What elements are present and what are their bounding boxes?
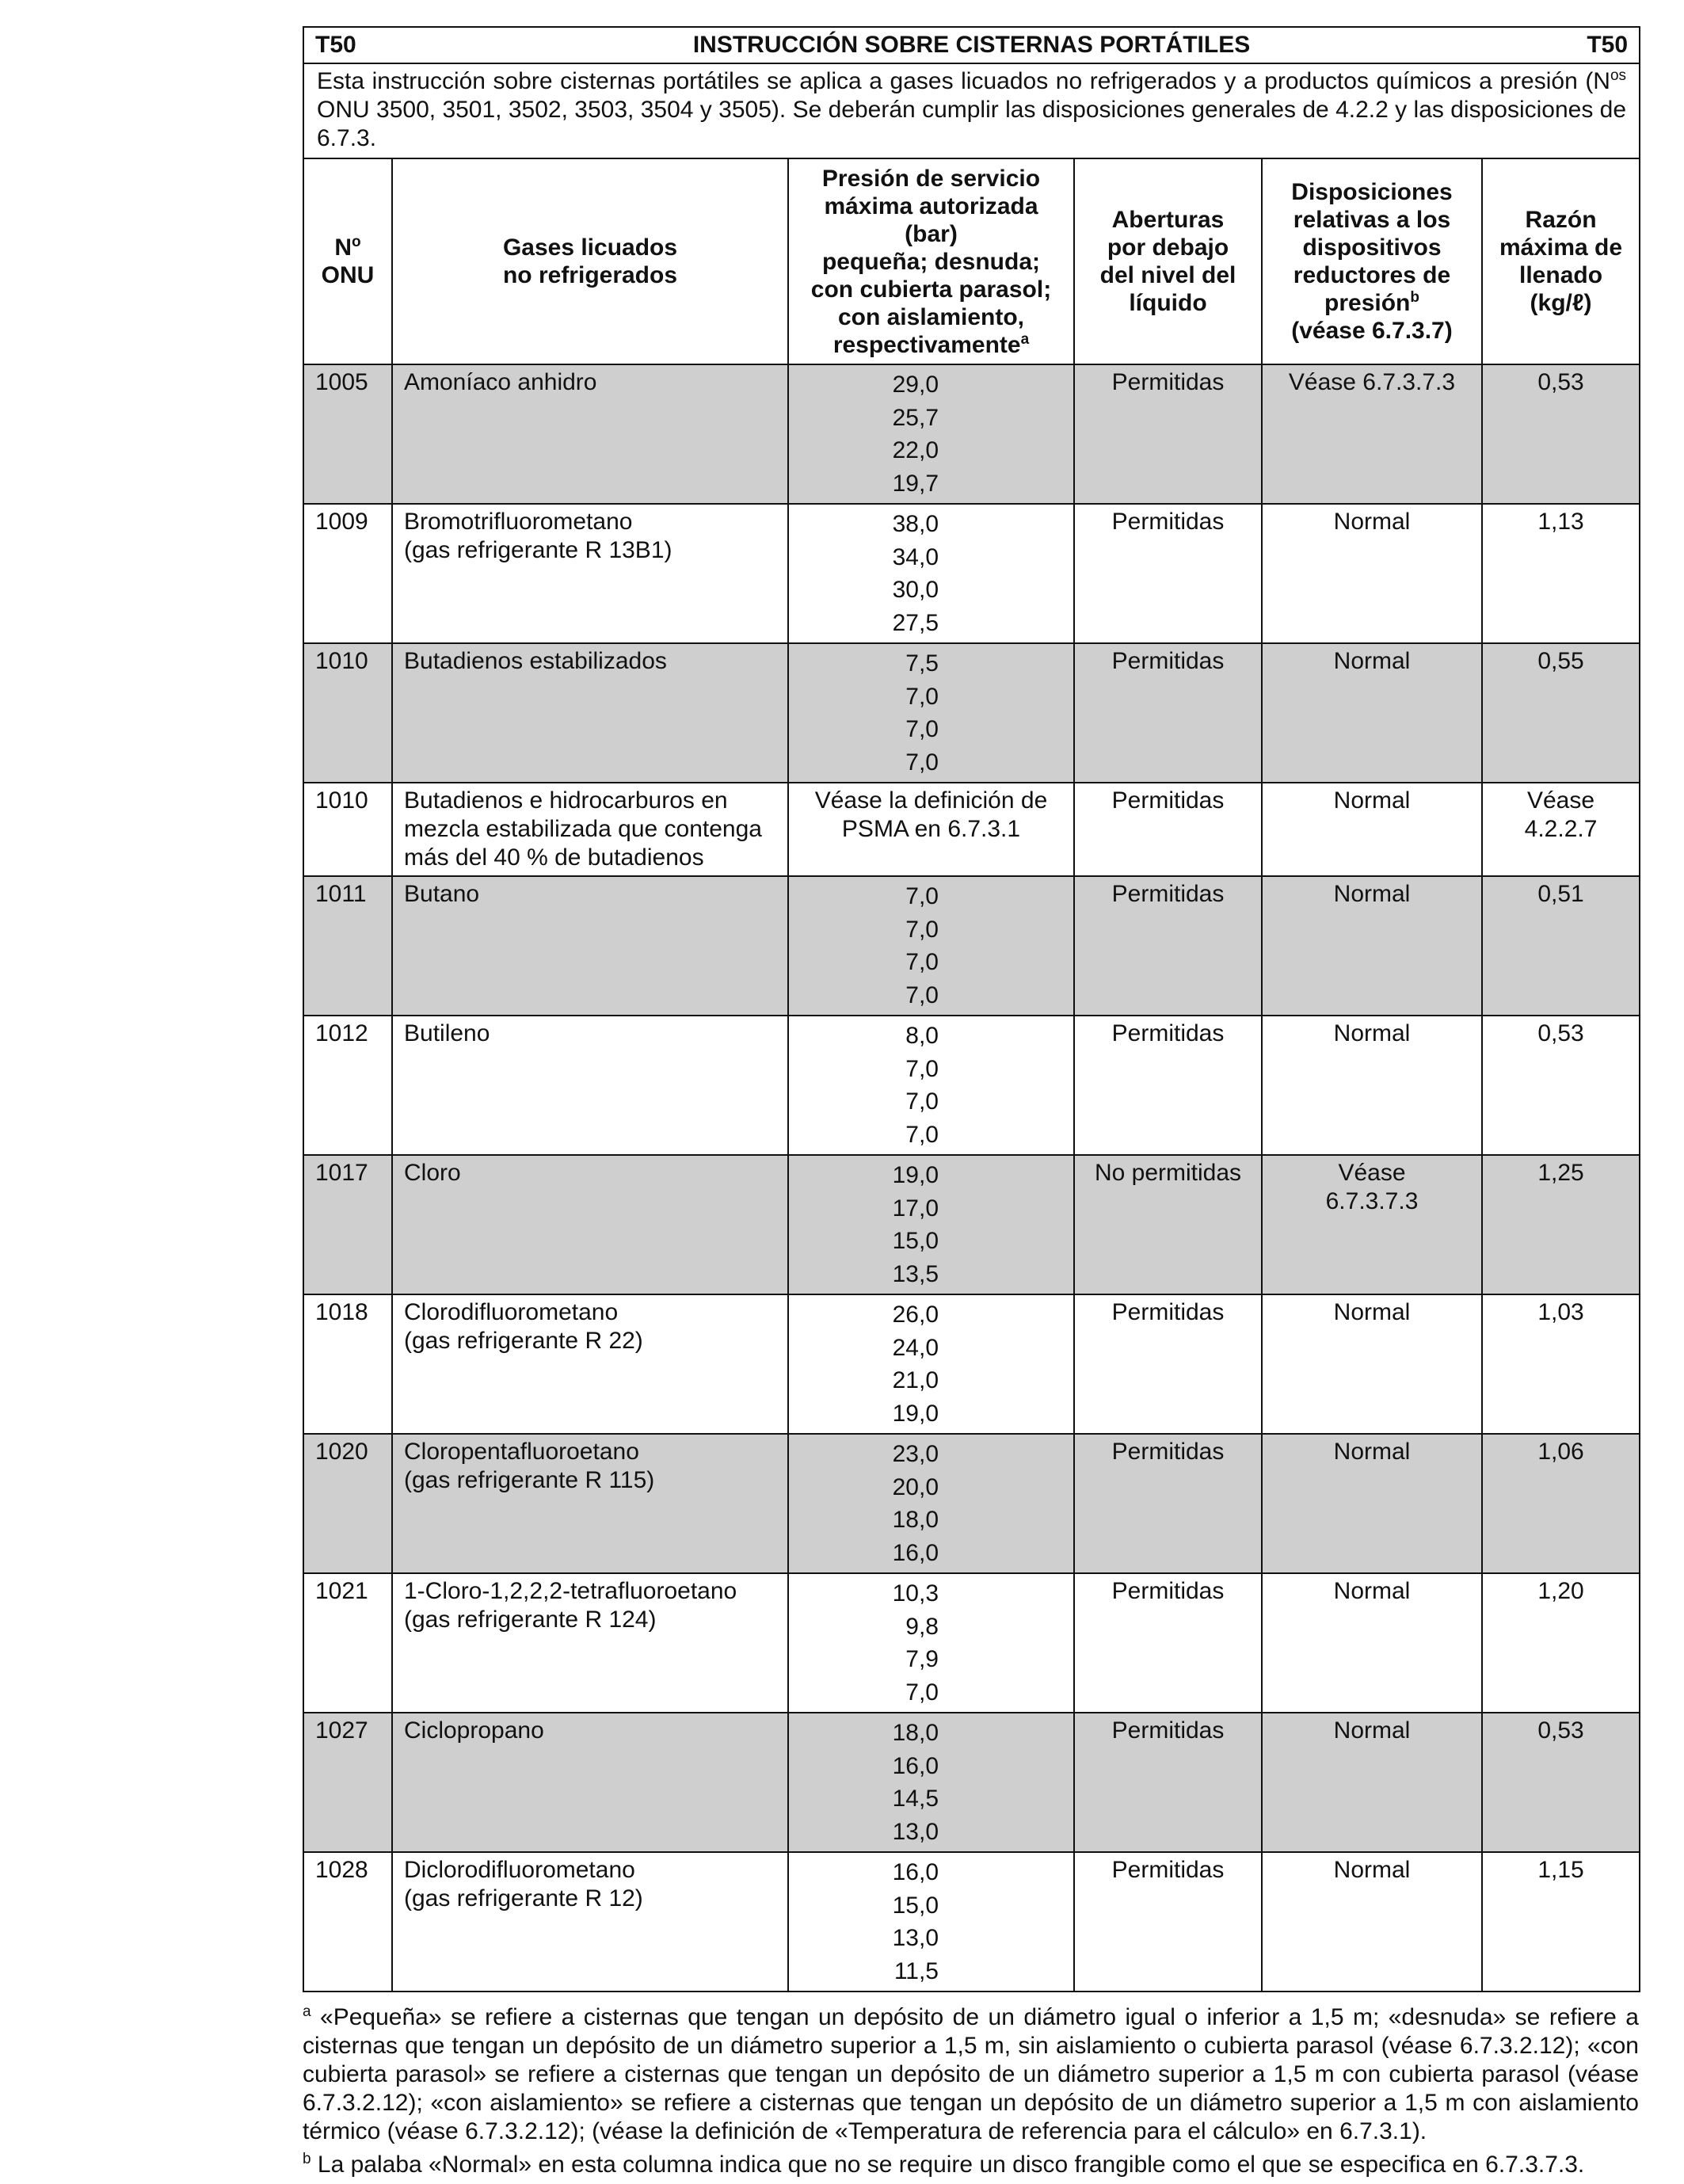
instruction-code-right: T50 [1587, 32, 1629, 58]
footnote-a [303, 2003, 1639, 2146]
pressure-cell-line: 7,0 [905, 1121, 939, 1148]
fill-ratio-cell [1482, 643, 1640, 783]
pressure-cell-line: 18,0 [892, 1720, 939, 1746]
footnote-a-mark: a [303, 2003, 311, 2020]
pressure-cell-line: 26,0 [892, 1302, 939, 1328]
table-row [303, 783, 1640, 876]
openings-label-1: Aberturas [1111, 207, 1225, 233]
intro-superscript: os [1610, 67, 1627, 84]
openings-cell-line: Permitidas [1111, 881, 1225, 907]
pressure-cell-line: 19,7 [892, 470, 939, 497]
un-number-cell-line: 1010 [315, 787, 368, 814]
pressure-cell-line: 30,0 [892, 577, 939, 603]
gas-name-cell-line: mezcla estabilizada que contenga [404, 816, 762, 842]
pressure-label-3: (bar) [905, 220, 958, 247]
pressure-cell [788, 1155, 1074, 1294]
openings-cell-line: Permitidas [1111, 1299, 1225, 1325]
gas-name-cell-line: (gas refrigerante R 22) [404, 1328, 643, 1354]
footnotes [303, 2003, 1639, 2179]
pressure-cell [788, 1294, 1074, 1434]
un-number-cell [303, 783, 392, 876]
openings-cell [1074, 1434, 1262, 1573]
pressure-label-1: Presión de servicio [821, 165, 1041, 192]
openings-cell [1074, 1155, 1262, 1294]
un-number-cell [303, 1713, 392, 1852]
footnote-ref-a: a [1020, 330, 1030, 348]
pressure-cell-line: 15,0 [892, 1228, 939, 1254]
col-header-relief [1262, 158, 1482, 364]
pressure-cell-line: 11,5 [893, 1957, 939, 1984]
pressure-cell [788, 1713, 1074, 1852]
openings-cell-line: Permitidas [1111, 509, 1225, 535]
un-number-cell [303, 643, 392, 783]
instruction-title: INSTRUCCIÓN SOBRE CISTERNAS PORTÁTILES [692, 32, 1251, 58]
pressure-label-7: respectivamente [832, 331, 1021, 358]
relief-device-cell-line: Normal [1333, 1578, 1411, 1604]
pressure-cell-line: 7,0 [905, 716, 939, 742]
relief-device-cell-line: Normal [1333, 881, 1411, 907]
relief-device-cell [1262, 643, 1482, 783]
gas-name-cell-line: más del 40 % de butadienos [404, 844, 704, 871]
pressure-cell-line: 19,0 [892, 1400, 939, 1427]
table-row [303, 364, 1640, 504]
gas-name-cell [392, 504, 788, 643]
un-number-cell-line: 1011 [315, 881, 367, 907]
relief-device-cell [1262, 1294, 1482, 1434]
pressure-cell-line: 13,5 [892, 1260, 939, 1287]
relief-device-cell [1262, 783, 1482, 876]
openings-cell-line: Permitidas [1111, 648, 1225, 674]
pressure-cell [788, 1852, 1074, 1992]
intro-text-1: Esta instrucción sobre cisternas portátiles se aplica a gases licuados no refrigerados y a productos químicos a presión (N [317, 68, 1610, 94]
openings-cell-line: Permitidas [1111, 1578, 1225, 1604]
gas-name-cell-line: Diclorodifluorometano [404, 1857, 635, 1883]
pressure-cell-line: 21,0 [892, 1367, 939, 1393]
pressure-cell-line: 7,0 [905, 683, 939, 710]
un-number-cell-line: 1018 [315, 1299, 368, 1325]
table-row [303, 1852, 1640, 1992]
relief-device-cell [1262, 504, 1482, 643]
pressure-cell-line: 17,0 [892, 1195, 939, 1222]
pressure-cell-line: 9,8 [905, 1613, 939, 1640]
openings-cell-line: Permitidas [1111, 1020, 1225, 1046]
relief-device-cell-line: Normal [1333, 1439, 1411, 1465]
gas-name-cell-line: Butadienos e hidrocarburos en [404, 787, 728, 814]
fill-label-1: Razón [1525, 207, 1597, 233]
table-row [303, 1434, 1640, 1573]
openings-label-3: del nivel del [1099, 262, 1236, 288]
openings-cell [1074, 1016, 1262, 1155]
pressure-cell-line: 7,0 [905, 1055, 939, 1082]
fill-ratio-cell [1482, 876, 1640, 1016]
pressure-cell-line: 8,0 [905, 1023, 939, 1049]
un-number-cell [303, 504, 392, 643]
un-number-cell [303, 1434, 392, 1573]
footnote-b-text: La palaba «Normal» en esta columna indica que no se require un disco frangible como el que se especifica en 6.7.3.7.3. [311, 2152, 1585, 2178]
fill-ratio-cell [1482, 1852, 1640, 1992]
openings-cell-line: No permitidas [1094, 1160, 1242, 1186]
un-number-cell-line: 1027 [315, 1717, 368, 1744]
pressure-cell [788, 1434, 1074, 1573]
fill-label-2: máxima de [1499, 234, 1623, 261]
gas-name-cell [392, 1294, 788, 1434]
gas-name-cell [392, 876, 788, 1016]
un-number-cell [303, 876, 392, 1016]
col-header-un-number [303, 158, 392, 364]
fill-ratio-cell [1482, 1294, 1640, 1434]
openings-cell [1074, 504, 1262, 643]
pressure-label-2: máxima autorizada [824, 192, 1038, 219]
relief-device-cell [1262, 1713, 1482, 1852]
table-row [303, 1294, 1640, 1434]
gas-name-cell [392, 783, 788, 876]
fill-ratio-cell-line: 0,53 [1537, 1020, 1584, 1046]
column-header-row [303, 158, 1640, 364]
relief-label-6: (véase 6.7.3.7) [1291, 318, 1453, 344]
col-header-fill-ratio [1482, 158, 1640, 364]
pressure-cell-line: 18,0 [892, 1507, 939, 1533]
relief-label-2: relativas a los [1293, 207, 1451, 233]
fill-ratio-cell-line: 1,03 [1537, 1299, 1584, 1325]
table-row [303, 504, 1640, 643]
openings-cell-line: Permitidas [1111, 1439, 1225, 1465]
pressure-cell-line: 38,0 [892, 511, 939, 537]
fill-ratio-cell-line: Véase [1526, 787, 1595, 814]
fill-ratio-cell-line: 1,25 [1537, 1160, 1584, 1186]
un-number-cell [303, 364, 392, 504]
footnote-b-mark: b [303, 2151, 311, 2167]
un-number-cell-line: 1028 [315, 1857, 368, 1883]
gas-name-cell [392, 1434, 788, 1573]
openings-cell [1074, 364, 1262, 504]
relief-label-5: presión [1324, 290, 1411, 316]
gases-label-1: Gases licuados [502, 234, 678, 261]
pressure-cell-line: 10,3 [892, 1580, 939, 1607]
fill-ratio-cell [1482, 364, 1640, 504]
un-number-label: N [334, 234, 352, 261]
un-number-cell-line: 1012 [315, 1020, 368, 1046]
gas-name-cell-line: (gas refrigerante R 124) [404, 1607, 657, 1633]
col-header-gases [392, 158, 788, 364]
fill-ratio-cell-line: 0,53 [1537, 369, 1584, 395]
un-number-cell [303, 1016, 392, 1155]
relief-device-cell [1262, 364, 1482, 504]
document-page [303, 26, 1639, 2184]
openings-cell-line: Permitidas [1111, 787, 1225, 814]
fill-ratio-cell [1482, 1434, 1640, 1573]
relief-device-cell [1262, 1155, 1482, 1294]
pressure-cell-line: 7,0 [905, 981, 939, 1008]
un-number-label-2: ONU [321, 262, 375, 288]
footnote-b [303, 2151, 1639, 2179]
openings-cell-line: Permitidas [1111, 1857, 1225, 1883]
gas-name-cell-line: (gas refrigerante R 13B1) [404, 537, 672, 563]
fill-ratio-cell-line: 4.2.2.7 [1524, 816, 1598, 842]
relief-device-cell-line: Véase [1338, 1160, 1406, 1186]
intro-text-2: ONU 3500, 3501, 3502, 3503, 3504 y 3505). Se deberán cumplir las disposiciones generales de 4.2.2 y las disposiciones de 6.7.3. [317, 97, 1627, 151]
pressure-cell [788, 364, 1074, 504]
t50-table [303, 26, 1640, 1992]
pressure-cell-line: 7,0 [905, 883, 939, 909]
un-number-cell-line: 1010 [315, 648, 368, 674]
pressure-cell-line: 15,0 [892, 1892, 939, 1919]
gas-name-cell-line: Cloropentafluoroetano [404, 1439, 639, 1465]
footnote-a-text: «Pequeña» se refiere a cisternas que tengan un depósito de un diámetro igual o inferior a 1,5 m; «desnuda» se refiere a cisternas que tengan un depósito de un diámetro superior a 1,5 m, sin aislamiento o cubierta parasol (véase 6.7.3.2.12); «con cubierta parasol» se refiere a cisternas que tengan un depósito de un diámetro superior a 1,5 m con cubierta parasol (véase 6.7.3.2.12); «con aislamiento» se refiere a cisternas que tengan un depósito de un diámetro superior a 1,5 m con aislamiento térmico (véase 6.7.3.2.12); (véase la definición de «Temperatura de referencia para el cálculo» en 6.7.3.1). [303, 2004, 1639, 2144]
relief-device-cell [1262, 1016, 1482, 1155]
col-header-pressure [788, 158, 1074, 364]
pressure-cell-line: 29,0 [892, 372, 939, 398]
pressure-cell-line: 16,0 [892, 1752, 939, 1779]
pressure-cell-line: 22,0 [892, 437, 939, 463]
gases-label-2: no refrigerados [502, 262, 678, 288]
un-number-sup: o [352, 234, 361, 250]
fill-label-3: llenado [1519, 262, 1603, 288]
relief-device-cell-line: Normal [1333, 648, 1411, 674]
un-number-cell [303, 1155, 392, 1294]
fill-ratio-cell-line: 0,55 [1537, 648, 1584, 674]
gas-name-cell [392, 643, 788, 783]
pressure-cell-line: 27,5 [892, 609, 939, 636]
pressure-cell-line: Véase la definición de [814, 787, 1048, 814]
openings-cell [1074, 1294, 1262, 1434]
un-number-cell [303, 1573, 392, 1713]
openings-cell-line: Permitidas [1111, 1717, 1225, 1744]
pressure-cell-line: 16,0 [892, 1539, 939, 1566]
table-row [303, 1573, 1640, 1713]
pressure-cell-line: 23,0 [892, 1441, 939, 1467]
openings-label-2: por debajo [1107, 234, 1229, 261]
pressure-label-6: con aislamiento, [837, 303, 1025, 330]
fill-ratio-cell-line: 0,53 [1537, 1717, 1584, 1744]
fill-ratio-cell-line: 1,06 [1537, 1439, 1584, 1465]
gas-name-cell-line: Butadienos estabilizados [404, 648, 667, 674]
relief-device-cell [1262, 1852, 1482, 1992]
pressure-cell-line: 13,0 [892, 1925, 939, 1951]
fill-ratio-cell-line: 1,20 [1537, 1578, 1584, 1604]
relief-device-cell [1262, 1573, 1482, 1713]
openings-label-4: líquido [1129, 290, 1207, 316]
instruction-code-left: T50 [315, 32, 356, 58]
gas-name-cell-line: Clorodifluorometano [404, 1299, 619, 1325]
table-row [303, 1016, 1640, 1155]
table-row [303, 876, 1640, 1016]
table-body [303, 364, 1640, 1992]
footnote-ref-b: b [1410, 289, 1419, 306]
gas-name-cell-line: Ciclopropano [404, 1717, 544, 1744]
pressure-cell-line: 34,0 [892, 543, 939, 570]
gas-name-cell-line: Butileno [404, 1020, 490, 1046]
intro-paragraph [303, 63, 1640, 158]
pressure-label-5: con cubierta parasol; [810, 276, 1052, 303]
relief-device-cell-line: Normal [1333, 509, 1411, 535]
col-header-openings [1074, 158, 1262, 364]
pressure-cell [788, 504, 1074, 643]
un-number-cell-line: 1009 [315, 509, 368, 535]
pressure-cell-line: 7,0 [905, 1088, 939, 1115]
gas-name-cell [392, 1155, 788, 1294]
pressure-cell-line: 16,0 [892, 1859, 939, 1885]
openings-cell [1074, 876, 1262, 1016]
pressure-cell-line: 19,0 [892, 1162, 939, 1188]
pressure-cell-line: 13,0 [892, 1818, 939, 1845]
fill-ratio-cell-line: 0,51 [1537, 881, 1584, 907]
relief-device-cell-line: Normal [1333, 787, 1411, 814]
fill-ratio-cell [1482, 1155, 1640, 1294]
gas-name-cell [392, 1852, 788, 1992]
gas-name-cell-line: Cloro [404, 1160, 461, 1186]
relief-device-cell-line: Véase 6.7.3.7.3 [1288, 369, 1456, 395]
table-row [303, 1155, 1640, 1294]
relief-device-cell-line: Normal [1333, 1857, 1411, 1883]
gas-name-cell-line: (gas refrigerante R 115) [404, 1467, 655, 1493]
pressure-cell-line: 24,0 [892, 1334, 939, 1361]
pressure-cell [788, 1573, 1074, 1713]
pressure-cell-line: 25,7 [892, 404, 939, 431]
table-row [303, 1713, 1640, 1852]
gas-name-cell [392, 1016, 788, 1155]
pressure-cell-line: 7,5 [905, 650, 939, 677]
pressure-cell-line: 7,0 [905, 916, 939, 943]
openings-cell [1074, 643, 1262, 783]
openings-cell [1074, 1852, 1262, 1992]
fill-ratio-cell [1482, 504, 1640, 643]
relief-device-cell-line: 6.7.3.7.3 [1325, 1188, 1419, 1214]
un-number-cell-line: 1020 [315, 1439, 368, 1465]
table-row [303, 643, 1640, 783]
fill-ratio-cell [1482, 1713, 1640, 1852]
relief-label-3: dispositivos [1302, 234, 1442, 261]
pressure-cell [788, 876, 1074, 1016]
gas-name-cell-line: Amoníaco anhidro [404, 369, 597, 395]
pressure-cell-line: 7,9 [905, 1646, 939, 1672]
gas-name-cell-line: 1-Cloro-1,2,2,2-tetrafluoroetano [404, 1578, 737, 1604]
fill-ratio-cell [1482, 1016, 1640, 1155]
pressure-cell-line: 7,0 [905, 749, 939, 776]
relief-label-4: reductores de [1293, 262, 1451, 288]
relief-label-1: Disposiciones [1291, 179, 1453, 205]
fill-ratio-cell-line: 1,15 [1537, 1857, 1584, 1883]
fill-ratio-cell [1482, 1573, 1640, 1713]
openings-cell [1074, 783, 1262, 876]
pressure-cell-line: 7,0 [905, 1679, 939, 1706]
openings-cell-line: Permitidas [1111, 369, 1225, 395]
gas-name-cell-line: Butano [404, 881, 480, 907]
pressure-cell [788, 643, 1074, 783]
pressure-cell-line: PSMA en 6.7.3.1 [841, 816, 1021, 842]
un-number-cell-line: 1005 [315, 369, 368, 395]
pressure-cell-line: 14,5 [892, 1786, 939, 1812]
fill-ratio-cell-line: 1,13 [1537, 509, 1584, 535]
pressure-label-4: pequeña; desnuda; [821, 248, 1041, 275]
pressure-cell [788, 783, 1074, 876]
gas-name-cell [392, 364, 788, 504]
pressure-cell-line: 20,0 [892, 1473, 939, 1500]
gas-name-cell [392, 1573, 788, 1713]
openings-cell [1074, 1573, 1262, 1713]
relief-device-cell-line: Normal [1333, 1717, 1411, 1744]
relief-device-cell [1262, 876, 1482, 1016]
relief-device-cell [1262, 1434, 1482, 1573]
relief-device-cell-line: Normal [1333, 1299, 1411, 1325]
fill-ratio-cell [1482, 783, 1640, 876]
intro-row [303, 63, 1640, 158]
fill-label-4: (kg/ℓ) [1530, 290, 1592, 316]
openings-cell [1074, 1713, 1262, 1852]
pressure-cell [788, 1016, 1074, 1155]
gas-name-cell [392, 1713, 788, 1852]
un-number-cell-line: 1021 [315, 1578, 368, 1604]
un-number-cell-line: 1017 [315, 1160, 368, 1186]
pressure-cell-line: 7,0 [905, 949, 939, 975]
title-bar [303, 27, 1640, 63]
gas-name-cell-line: Bromotrifluorometano [404, 509, 633, 535]
relief-device-cell-line: Normal [1333, 1020, 1411, 1046]
un-number-cell [303, 1852, 392, 1992]
gas-name-cell-line: (gas refrigerante R 12) [404, 1885, 643, 1911]
un-number-cell [303, 1294, 392, 1434]
